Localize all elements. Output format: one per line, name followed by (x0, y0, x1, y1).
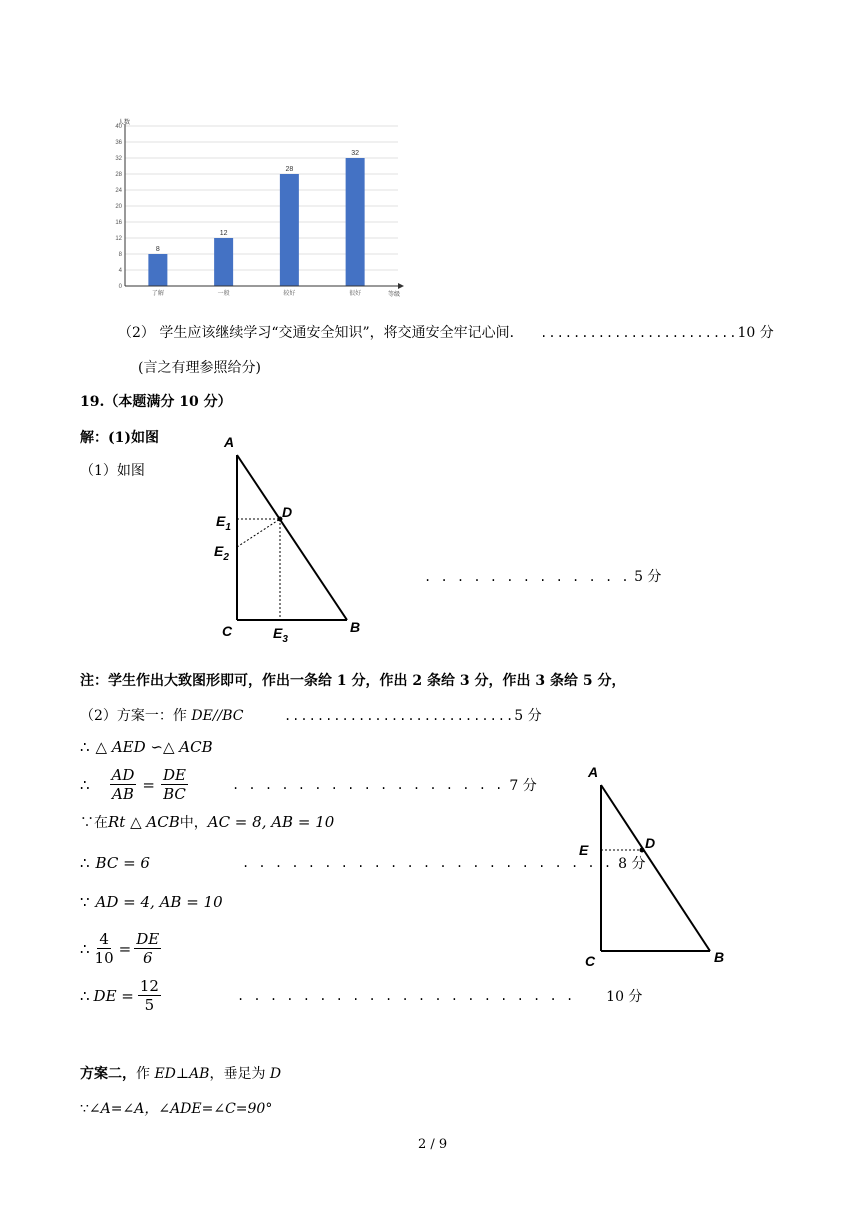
chart-bars (148, 150, 364, 297)
step-substitute-prefix: ∴ (80, 939, 90, 958)
fig1-label-E1: E (216, 513, 226, 529)
q19-part2-dots: ............................ (283, 709, 515, 723)
step-given-math: AC = 8, AB = 10 (207, 813, 335, 831)
step-result-score: 10 分 (606, 988, 643, 1005)
q18-part2 (118, 322, 774, 342)
frac-4-10: $\frac{4}{10}$ (94, 930, 114, 967)
y-tick-label: 0 (118, 284, 122, 290)
plan2-line2-prefix: ∵ (80, 1101, 89, 1117)
bar-value-label: 32 (351, 150, 360, 157)
x-axis-label: 等级 (388, 292, 401, 298)
fig2-label-B: B (714, 949, 725, 965)
page-number: 2 / 9 (418, 1137, 448, 1152)
step-ratio (80, 766, 537, 803)
plan2-line2 (80, 1098, 272, 1118)
step-given-rt: Rt △ ACB (108, 813, 180, 831)
x-category-label: 一般 (217, 291, 230, 297)
step-similar-math: △ AED ∽△ ACB (95, 738, 213, 756)
fig1-label-E2: E (214, 543, 224, 559)
step-similar (80, 738, 213, 756)
y-tick-label: 40 (115, 124, 122, 130)
step-given-prefix: ∵在 (80, 815, 108, 831)
plan2-line (80, 1063, 281, 1083)
step-bc-score: 8 分 (618, 856, 646, 872)
step-bc-math: BC = 6 (95, 854, 150, 872)
q19-part2-text: （2）方案一：作 (80, 708, 192, 724)
svg-text:E2 (214, 543, 229, 563)
step-ad (80, 893, 223, 911)
figure-2-triangle (575, 760, 735, 975)
y-tick-label: 4 (118, 268, 122, 274)
fig2-label-C: C (585, 953, 596, 969)
fig1-label-D: D (282, 504, 293, 520)
y-tick-label: 16 (115, 220, 122, 226)
plan2-line2-math: ∠A=∠A，∠ADE=∠C=90° (88, 1101, 273, 1117)
fig1-label-E1-sub: 1 (225, 522, 231, 533)
step-given (80, 812, 334, 832)
plan2-rest: 作 (136, 1066, 155, 1082)
frac-ad-ab: $\frac{AD}{AB}$ (111, 766, 135, 803)
frac-12-5: $\frac{12}{5}$ (139, 977, 159, 1014)
step-given-mid: 中， (179, 815, 208, 831)
plan2-bold: 方案二， (80, 1066, 136, 1082)
fig2-label-A: A (588, 764, 599, 780)
svg-text:E1 (216, 513, 231, 533)
step-bc-dots: . . . . . . . . . . . . . . . . . . . . . . . (241, 856, 613, 870)
step-result-dots: . . . . . . . . . . . . . . . . . . . . . (236, 988, 575, 1003)
q19-part1-dots: . . . . . . . . . . . . . (424, 570, 630, 584)
step-result-prefix: ∴ (80, 986, 90, 1005)
fig1-label-A: A (224, 434, 235, 450)
fig1-label-E3: E (273, 625, 283, 641)
plan2-math: ED⊥AB (154, 1066, 210, 1082)
step-ratio-prefix: ∴ (80, 775, 90, 794)
step-ratio-score: 7 分 (509, 777, 537, 794)
figure-1-triangle (210, 430, 370, 645)
equals-sign-2: = (118, 939, 132, 958)
step-ad-prefix: ∵ (80, 893, 90, 911)
step-similar-prefix: ∴ (80, 738, 90, 756)
q19-solution-label: 解：(1)如图 (80, 430, 159, 446)
q18-note: (言之有理参照给分) (138, 360, 261, 376)
fig1-label-E3-sub: 3 (282, 634, 288, 645)
q18-part2-text: （2） 学生应该继续学习“交通安全知识”，将交通安全牢记心间． (118, 325, 524, 341)
step-substitute (80, 930, 161, 967)
fig2-label-E: E (579, 842, 589, 858)
step-ratio-dots: . . . . . . . . . . . . . . . . . (231, 777, 504, 792)
plan2-d: D (269, 1066, 282, 1082)
y-tick-label: 20 (115, 204, 122, 210)
equals-sign: = (142, 775, 155, 794)
bar-2 (280, 174, 299, 286)
bar-0 (148, 254, 167, 286)
y-tick-label: 12 (115, 236, 122, 242)
q18-part2-score: 10 分 (737, 325, 774, 341)
plan2-tail: ，垂足为 (209, 1066, 270, 1082)
frac-de-bc: $\frac{DE}{BC}$ (162, 766, 186, 803)
y-tick-label: 8 (118, 252, 122, 258)
x-category-label: 了解 (151, 291, 164, 297)
step-bc-prefix: ∴ (80, 854, 90, 872)
q19-header: 19.（本题满分 10 分） (80, 394, 232, 410)
fig2-label-D: D (645, 835, 656, 851)
x-category-label: 较好 (283, 291, 296, 297)
q19-part2-score: 5 分 (514, 708, 542, 724)
fig1-label-E2-sub: 2 (223, 552, 229, 563)
step-ad-math: AD = 4, AB = 10 (95, 893, 223, 911)
step-bc (80, 853, 645, 873)
q19-part1-score: 5 分 (634, 569, 662, 585)
step-result-math: DE = (93, 986, 134, 1005)
y-tick-label: 36 (115, 140, 122, 146)
step-result (80, 977, 642, 1014)
bar-value-label: 12 (219, 230, 228, 237)
y-tick-label: 24 (115, 188, 122, 194)
y-tick-label: 28 (115, 172, 122, 178)
bar-value-label: 8 (155, 246, 160, 253)
q19-part2-line (80, 705, 542, 725)
bar-3 (346, 158, 365, 286)
svg-text:E3 (273, 625, 288, 645)
bar-value-label: 28 (285, 166, 294, 173)
y-tick-label: 32 (115, 156, 122, 162)
q19-note: 注：学生作出大致图形即可，作出一条给 1 分，作出 2 条给 3 分，作出 3 条给 5 分， (80, 673, 626, 689)
x-axis-arrow (398, 283, 404, 289)
q18-part2-dots: ........................ (540, 326, 738, 340)
bar-chart (108, 116, 408, 301)
q19-part2-math: DE//BC (191, 708, 244, 724)
q19-part1-label: （1）如图 (80, 463, 145, 479)
bar-1 (214, 238, 233, 286)
fig1-label-C: C (222, 623, 233, 639)
q19-part1-score-line (424, 566, 661, 586)
x-category-label: 很好 (349, 291, 362, 297)
y-axis-label: 人数 (118, 120, 131, 126)
frac-de-6: $\frac{DE}{6}$ (136, 930, 160, 967)
fig1-label-B: B (350, 619, 361, 635)
